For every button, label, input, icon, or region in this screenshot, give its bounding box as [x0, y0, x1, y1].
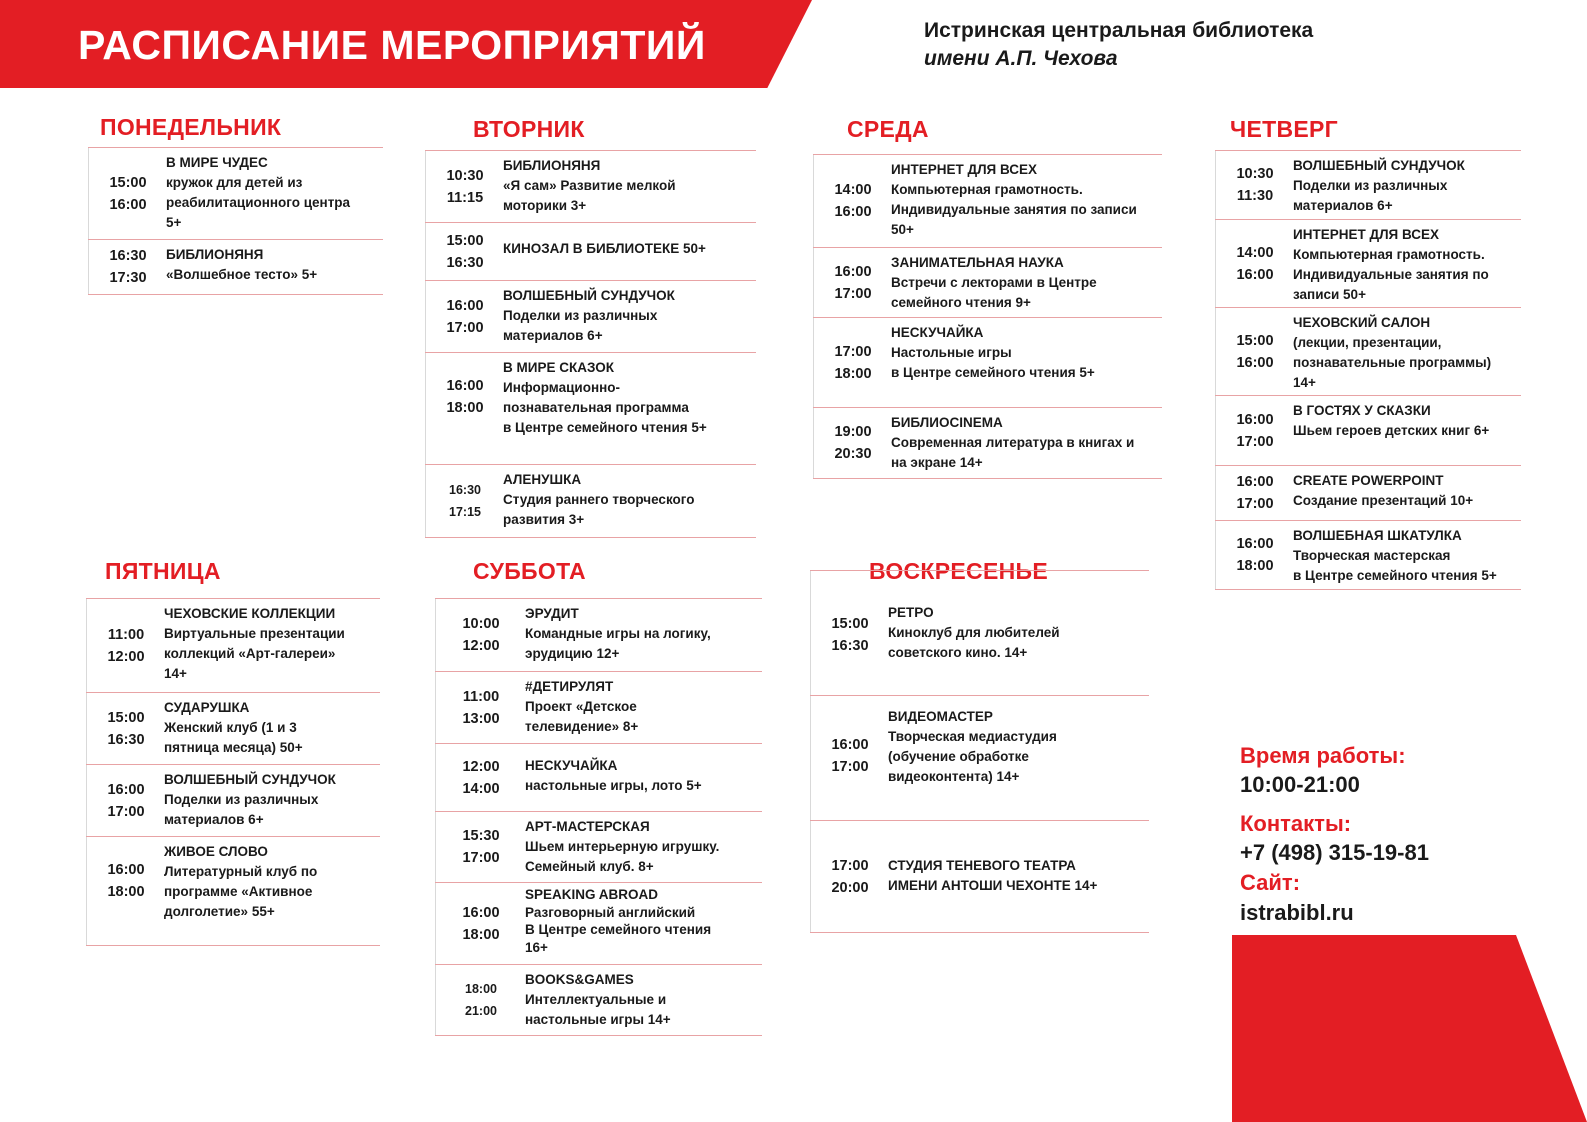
event-time: 15:00 16:30	[446, 232, 484, 271]
event-name: ВОЛШЕБНЫЙ СУНДУЧОК	[503, 288, 675, 303]
event-desc: Создание презентаций 10+	[1293, 493, 1474, 508]
event-desc: настольные игры, лото 5+	[525, 778, 702, 793]
event-desc: Творческая мастерская в Центре семейного чтения 5+	[1293, 548, 1497, 583]
event-name: СТУДИЯ ТЕНЕВОГО ТЕАТРА	[888, 858, 1076, 873]
phone-value: +7 (498) 315-19-81	[1240, 840, 1429, 865]
event-info	[525, 812, 762, 882]
event-time: 16:30 17:15	[449, 483, 481, 519]
event-info	[503, 353, 756, 464]
schedule-friday	[86, 598, 380, 946]
event-time: 16:00 17:00	[1236, 474, 1274, 512]
event-name: КИНОЗАЛ В БИБЛИОТЕКЕ 50+	[503, 241, 706, 256]
event-time: 16:00 18:00	[462, 904, 500, 943]
event-row	[1215, 520, 1521, 590]
event-info	[525, 744, 762, 811]
day-title-tuesday: ВТОРНИК	[473, 116, 585, 142]
event-name: ЖИВОЕ СЛОВО	[164, 844, 268, 859]
event-desc: Виртуальные презентации коллекций «Арт-галереи» 14+	[164, 626, 345, 681]
event-time: 12:00 14:00	[462, 758, 500, 797]
event-info	[888, 821, 1149, 932]
event-desc: Интеллектуальные и настольные игры 14+	[525, 992, 671, 1027]
event-name: В МИРЕ ЧУДЕС	[166, 155, 268, 170]
day-title-wednesday: СРЕДА	[847, 116, 929, 142]
day-title-sunday: ВОСКРЕСЕНЬЕ	[869, 558, 1048, 584]
event-info	[525, 599, 762, 671]
event-time: 11:00 12:00	[107, 626, 145, 665]
event-info	[1293, 466, 1521, 520]
event-time: 14:00 16:00	[834, 182, 872, 220]
event-desc: Поделки из различных материалов 6+	[1293, 178, 1448, 213]
event-time: 18:00 21:00	[465, 982, 497, 1018]
schedule-monday	[88, 147, 383, 295]
event-row	[425, 464, 756, 538]
event-info	[891, 155, 1162, 247]
event-time: 16:30 17:30	[109, 248, 147, 286]
event-info	[164, 599, 380, 692]
event-row	[813, 154, 1162, 247]
event-row	[1215, 395, 1521, 465]
event-desc: Поделки из различных материалов 6+	[503, 308, 658, 343]
event-info	[891, 248, 1162, 317]
day-title-monday: ПОНЕДЕЛЬНИК	[100, 114, 282, 140]
schedule-wednesday	[813, 154, 1162, 479]
event-time: 16:00 17:00	[831, 737, 869, 775]
contacts-label: Контакты:	[1240, 811, 1352, 836]
event-desc: Женский клуб (1 и 3 пятница месяца) 50+	[164, 720, 303, 755]
site-value[interactable]: istrabibl.ru	[1240, 900, 1354, 925]
event-row	[86, 692, 380, 764]
event-time: 10:30 11:15	[446, 167, 484, 206]
hours-label: Время работы:	[1240, 743, 1406, 768]
day-title-friday: ПЯТНИЦА	[105, 558, 221, 584]
event-desc: ИМЕНИ АНТОШИ ЧЕХОНТЕ 14+	[888, 878, 1098, 893]
event-desc: Киноклуб для любителей советского кино. 14+	[888, 625, 1060, 660]
event-row	[813, 247, 1162, 317]
event-desc: Настольные игры в Центре семейного чтения 5+	[891, 345, 1095, 380]
event-info	[164, 693, 380, 764]
event-row	[1215, 307, 1521, 395]
event-name: НЕСКУЧАЙКА	[891, 325, 984, 340]
event-time: 11:00 13:00	[462, 688, 500, 727]
event-row	[425, 150, 756, 222]
event-name: ЧЕХОВСКИЙ САЛОН	[1293, 315, 1431, 330]
event-time: 16:00 17:00	[834, 263, 872, 302]
event-name: ВОЛШЕБНЫЙ СУНДУЧОК	[1293, 158, 1465, 173]
event-name: БИБЛИОНЯНЯ	[503, 158, 601, 173]
event-row	[435, 598, 762, 671]
event-name: ЗАНИМАТЕЛЬНАЯ НАУКА	[891, 255, 1064, 270]
event-time: 15:00 16:30	[107, 709, 145, 748]
event-row	[86, 836, 380, 946]
event-info	[525, 965, 762, 1035]
event-info	[525, 883, 762, 964]
event-time: 17:00 18:00	[834, 343, 872, 382]
hours-value: 10:00-21:00	[1240, 772, 1360, 797]
event-row	[435, 671, 762, 743]
event-info	[503, 465, 756, 537]
event-desc: Поделки из различных материалов 6+	[164, 792, 319, 827]
event-info	[1293, 396, 1521, 465]
event-time: 15:00 16:00	[1236, 332, 1274, 371]
event-name: ЭРУДИТ	[525, 606, 579, 621]
event-info	[164, 765, 380, 836]
event-time: 16:00 17:00	[107, 781, 145, 820]
event-desc: «Я сам» Развитие мелкой моторики 3+	[503, 178, 676, 213]
event-time: 10:00 12:00	[462, 616, 500, 654]
event-time: 17:00 20:00	[831, 858, 869, 896]
event-info	[1293, 308, 1521, 395]
event-name: #ДЕТИРУЛЯТ	[525, 679, 614, 694]
event-info	[503, 281, 756, 352]
event-time: 10:30 11:30	[1236, 166, 1274, 204]
event-info	[503, 151, 756, 222]
event-row	[1215, 150, 1521, 219]
event-time: 16:00 18:00	[446, 378, 484, 416]
event-name: ВИДЕОМАСТЕР	[888, 709, 993, 724]
schedule-saturday	[435, 598, 762, 1036]
event-name: БИБЛИОCINEMA	[891, 415, 1003, 430]
event-info	[1293, 151, 1521, 219]
event-info	[891, 318, 1162, 407]
event-name: БИБЛИОНЯНЯ	[166, 247, 264, 262]
event-row	[435, 882, 762, 964]
event-info	[503, 223, 756, 280]
event-desc: Командные игры на логику, эрудицию 12+	[525, 626, 711, 661]
event-name: ВОЛШЕБНАЯ ШКАТУЛКА	[1293, 528, 1462, 543]
event-desc: Студия раннего творческого развития 3+	[503, 492, 695, 527]
event-row	[1215, 219, 1521, 307]
library-name	[924, 17, 1313, 73]
event-name: BOOKS&GAMES	[525, 972, 634, 987]
event-desc: «Волшебное тесто» 5+	[166, 267, 318, 282]
event-desc: Шьем героев детских книг 6+	[1293, 423, 1490, 438]
event-row	[435, 743, 762, 811]
event-name: В МИРЕ СКАЗОК	[503, 360, 614, 375]
day-title-saturday: СУББОТА	[473, 558, 586, 584]
event-time: 16:00 17:00	[1236, 411, 1274, 450]
event-info	[1293, 521, 1521, 589]
event-row	[813, 317, 1162, 407]
event-row	[810, 570, 1149, 695]
event-time: 16:00 18:00	[107, 862, 145, 900]
event-row	[425, 222, 756, 280]
event-row	[813, 407, 1162, 479]
event-name: ИНТЕРНЕТ ДЛЯ ВСЕХ	[891, 162, 1037, 177]
event-row	[810, 820, 1149, 933]
event-desc: Современная литература в книгах и на экране 14+	[891, 435, 1135, 470]
schedule-thursday	[1215, 150, 1521, 590]
event-row	[86, 764, 380, 836]
event-desc: Проект «Детское телевидение» 8+	[525, 699, 639, 734]
event-info	[888, 696, 1149, 820]
day-title-thursday: ЧЕТВЕРГ	[1230, 116, 1338, 142]
event-time: 19:00 20:30	[834, 424, 872, 462]
event-desc: Встречи с лекторами в Центре семейного чтения 9+	[891, 275, 1097, 310]
event-time: 15:30 17:00	[462, 828, 500, 866]
event-name: АРТ-МАСТЕРСКАЯ	[525, 819, 650, 834]
event-name: CREATE POWERPOINT	[1293, 473, 1444, 488]
event-name: SPEAKING ABROAD	[525, 887, 659, 902]
event-desc: кружок для детей из реабилитационного центра 5+	[166, 175, 351, 230]
schedule-tuesday	[425, 150, 756, 538]
event-name: АЛЕНУШКА	[503, 472, 582, 487]
event-info	[164, 837, 380, 945]
event-row	[435, 811, 762, 882]
event-row	[86, 598, 380, 692]
event-name: СУДАРУШКА	[164, 700, 250, 715]
library-name-line2: имени А.П. Чехова	[924, 47, 1118, 70]
event-name: ИНТЕРНЕТ ДЛЯ ВСЕХ	[1293, 227, 1439, 242]
event-desc: Разговорный английский В Центре семейного чтения 16+	[525, 904, 712, 955]
event-row	[425, 280, 756, 352]
event-info	[166, 148, 383, 239]
event-desc: Творческая медиастудия (обучение обработке видеоконтента) 14+	[888, 729, 1057, 784]
event-row	[425, 352, 756, 464]
event-info	[1293, 220, 1521, 307]
event-info	[166, 240, 383, 294]
event-row	[88, 147, 383, 239]
event-desc: Литературный клуб по программе «Активное долголетие» 55+	[164, 864, 318, 919]
page-title: РАСПИСАНИЕ МЕРОПРИЯТИЙ	[78, 22, 706, 68]
event-info	[525, 672, 762, 743]
event-time: 16:00 17:00	[446, 297, 484, 336]
event-info	[888, 571, 1149, 695]
event-desc: Компьютерная грамотность. Индивидуальные занятия по записи 50+	[1293, 247, 1489, 302]
event-time: 15:00 16:00	[109, 174, 147, 213]
event-row	[810, 695, 1149, 820]
event-row	[1215, 465, 1521, 520]
event-name: ВОЛШЕБНЫЙ СУНДУЧОК	[164, 772, 336, 787]
event-desc: (лекции, презентации, познавательные программы) 14+	[1293, 335, 1492, 390]
event-row	[88, 239, 383, 295]
event-time: 16:00 18:00	[1236, 536, 1274, 574]
event-name: РЕТРО	[888, 605, 934, 620]
event-name: НЕСКУЧАЙКА	[525, 758, 618, 773]
schedule-sunday	[810, 570, 1149, 933]
event-time: 14:00 16:00	[1236, 244, 1274, 283]
site-label: Сайт:	[1240, 870, 1301, 895]
event-time: 15:00 16:30	[831, 616, 869, 654]
event-info	[891, 408, 1162, 478]
event-desc: Компьютерная грамотность. Индивидуальные занятия по записи 50+	[891, 182, 1137, 237]
library-name-line1: Истринская центральная библиотека	[924, 19, 1314, 42]
event-name: В ГОСТЯХ У СКАЗКИ	[1293, 403, 1431, 418]
event-desc: Информационно- познавательная программа в Центре семейного чтения 5+	[503, 380, 707, 435]
event-row	[435, 964, 762, 1036]
event-name: ЧЕХОВСКИЕ КОЛЛЕКЦИИ	[164, 606, 336, 621]
event-desc: Шьем интерьерную игрушку. Семейный клуб. 8+	[525, 839, 720, 874]
decorative-corner	[1232, 935, 1587, 1122]
